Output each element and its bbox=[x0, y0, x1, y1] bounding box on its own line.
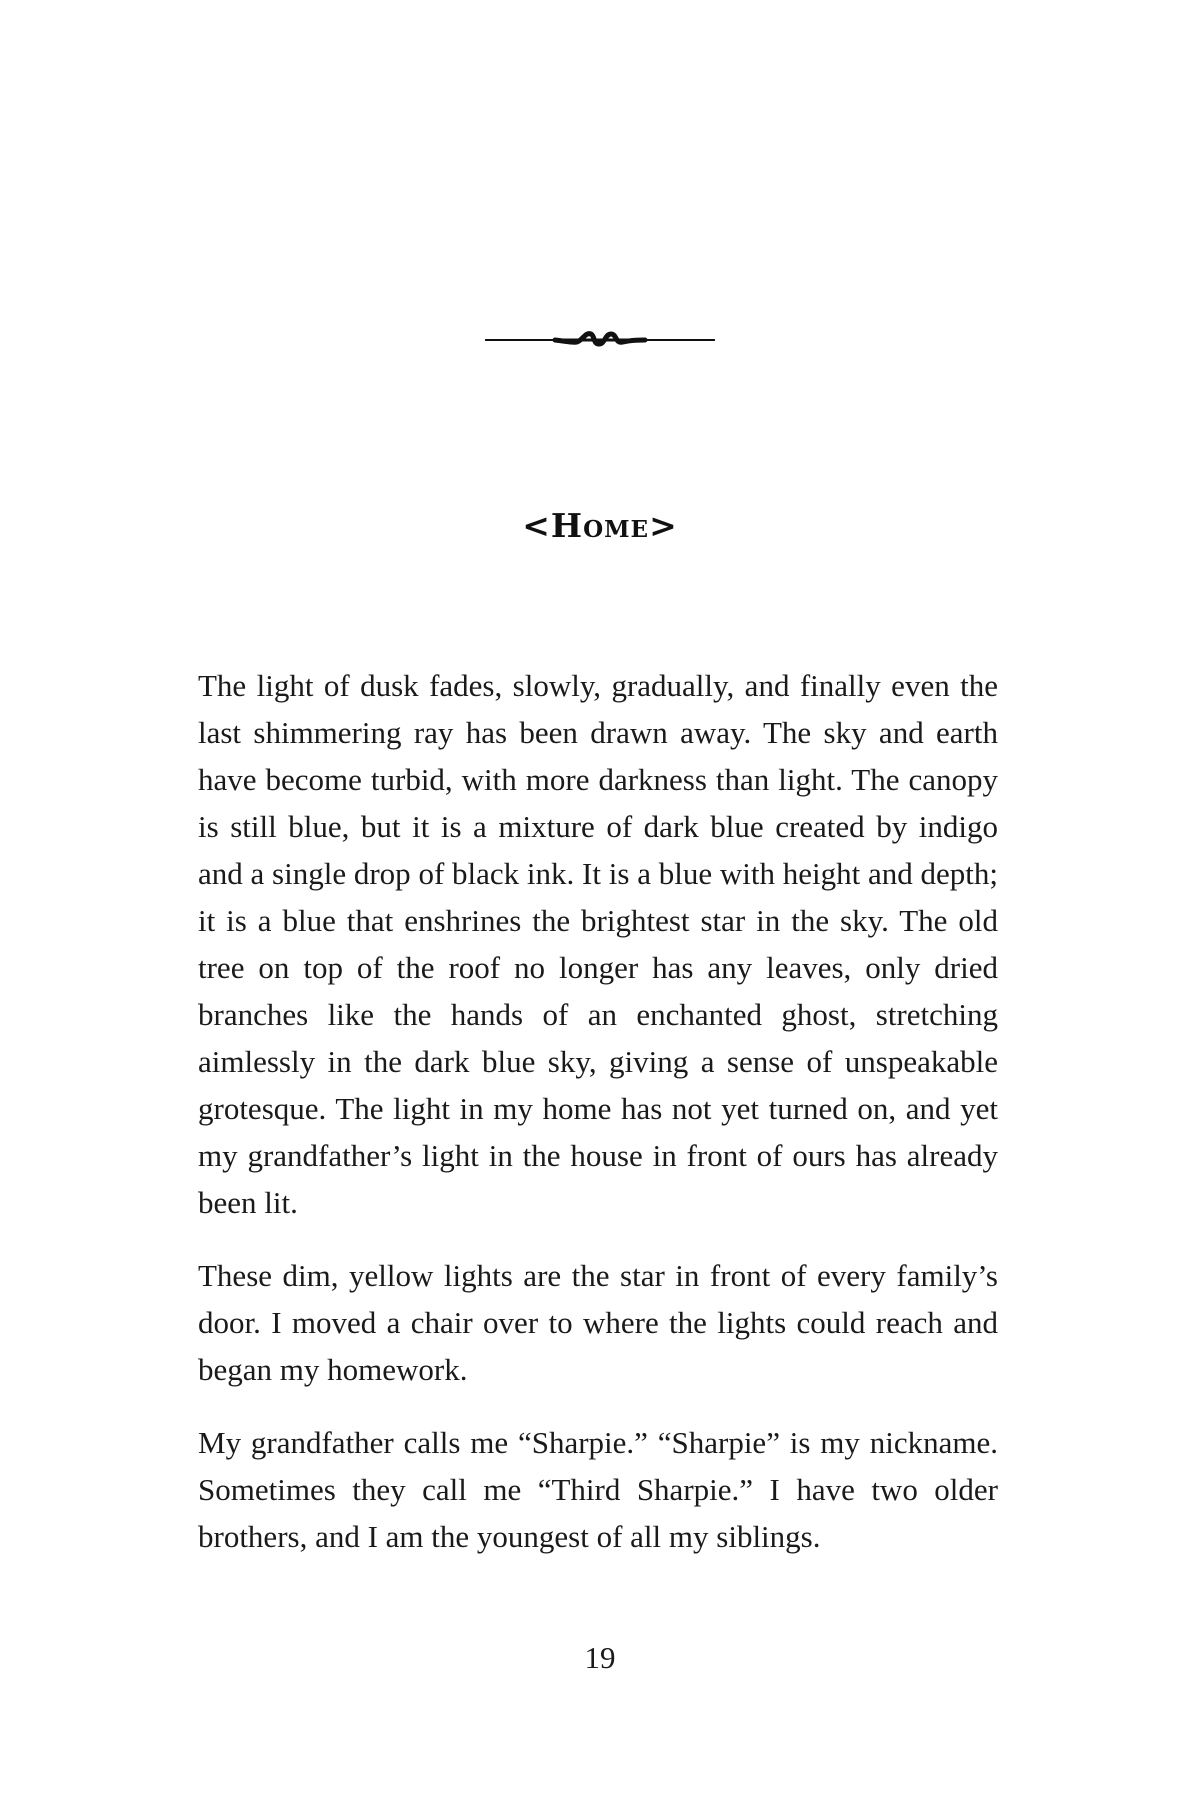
chapter-title: <Home> bbox=[522, 506, 678, 545]
page-number: 19 bbox=[584, 1640, 616, 1675]
paragraph-1: The light of dusk fades, slowly, gradually, and finally even the last shimmering ray has been drawn away. The sky and earth have become turbid, with more darkness than light. The canopy is still blue, but it is a mixture of dark blue created by indigo and a single drop of black ink. It is a blue with height and depth; it is a blue that enshrines the brightest star in the sky. The old tree on top of the roof no longer has any leaves, only dried branches like the hands of an enchanted ghost, stretching aimlessly in the dark blue sky, giving a sense of unspeakable grotesque. The light in my home has not yet turned on, and yet my grandfather’s light in the house in front of ours has already been lit. bbox=[198, 668, 998, 1220]
flourish-divider-icon bbox=[485, 324, 715, 354]
paragraph-3: My grandfather calls me “Sharpie.” “Sharpie” is my nickname. Sometimes they call me “Third Sharpie.” I have two older brothers, and I am the youngest of all my siblings. bbox=[198, 1425, 998, 1554]
paragraph-2: These dim, yellow lights are the star in front of every family’s door. I moved a chair over to where the lights could reach and began my homework. bbox=[198, 1258, 998, 1387]
body-text bbox=[198, 662, 998, 1586]
